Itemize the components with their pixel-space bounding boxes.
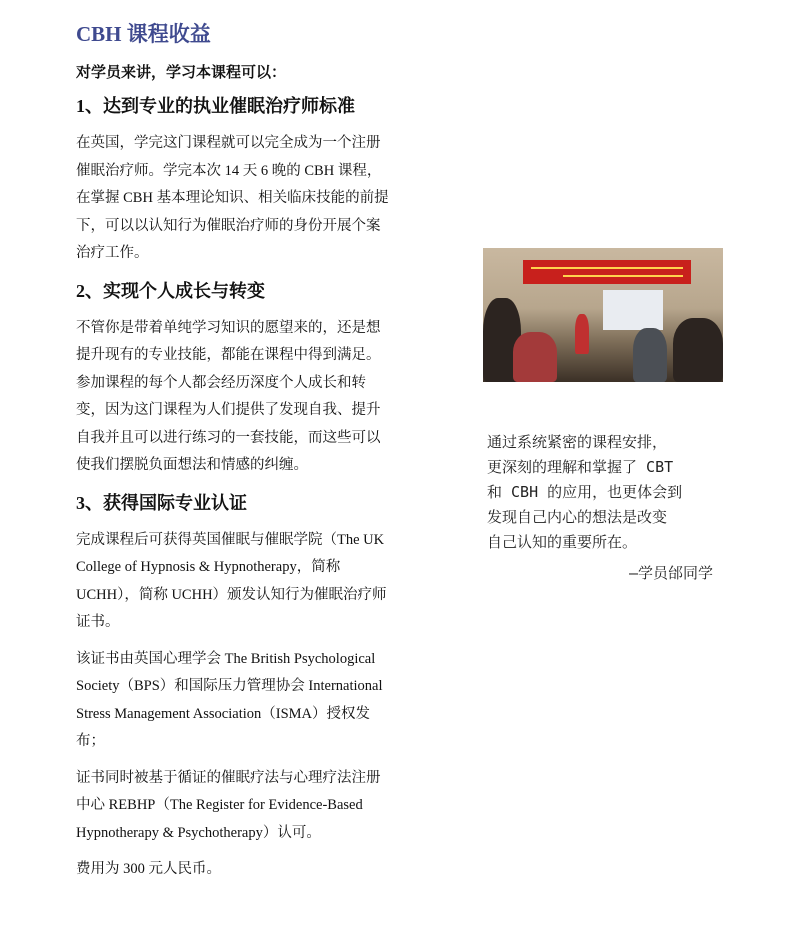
banner-stripe (531, 267, 683, 269)
photo-banner (523, 260, 691, 284)
banner-stripe (563, 275, 683, 277)
section-1-paragraph: 在英国，学完这门课程就可以完全成为一个注册催眠治疗师。学完本次 14 天 6 晚的 CBH 课程，在掌握 CBH 基本理论知识、相关临床技能的前提下，可以以认知行为催眠治疗师的身份开展个案治疗工作。 (76, 135, 389, 261)
testimonial-quote (487, 430, 727, 586)
speaker-figure (575, 314, 589, 354)
page-title: CBH 课程收益 (76, 22, 211, 46)
fee-text: 费用为 300 元人民币。 (76, 861, 221, 877)
section-3-paragraph-1: 完成课程后可获得英国催眠与催眠学院（The UK College of Hypnosis & Hypnotherapy，简称 UCHH），简称 UCHH）颁发认知行为催眠治疗师证书。 (76, 531, 387, 630)
section-3-paragraph-2: 该证书由英国心理学会 The British Psychological Society（BPS）和国际压力管理协会 International Stress Management Association（ISMA）授权发布； (76, 650, 383, 749)
intro-text: 对学员来讲，学习本课程可以： (76, 65, 287, 81)
section-heading-3: 3、获得国际专业认证 (76, 492, 247, 513)
attendee-figure (513, 332, 557, 382)
main-column (76, 18, 394, 893)
projector-screen (603, 290, 663, 330)
section-heading-1: 1、达到专业的执业催眠治疗师标准 (76, 96, 355, 116)
section-heading-2: 2、实现个人成长与转变 (76, 280, 265, 301)
section-3-paragraph-3: 证书同时被基于循证的催眠疗法与心理疗法注册中心 REBHP（The Register for Evidence-Based Hypnotherapy & Psychotherapy）认可。 (76, 769, 381, 841)
testimonial-text: 通过系统紧密的课程安排， 更深刻的理解和掌握了 CBT 和 CBH 的应用，也更体会到 发现自己内心的想法是改变 自己认知的重要所在。 (487, 433, 683, 551)
attendee-figure (633, 328, 667, 382)
testimonial-attribution: —学员邰同学 (628, 564, 713, 582)
classroom-photo (483, 248, 723, 382)
attendee-figure (673, 318, 723, 382)
section-2-paragraph: 不管你是带着单纯学习知识的愿望来的，还是想提升现有的专业技能，都能在课程中得到满足。参加课程的每个人都会经历深度个人成长和转变，因为这门课程为人们提供了发现自我、提升自我并且可以进行练习的一套技能，而这些可以使我们摆脱负面想法和情感的纠缠。 (76, 319, 381, 473)
